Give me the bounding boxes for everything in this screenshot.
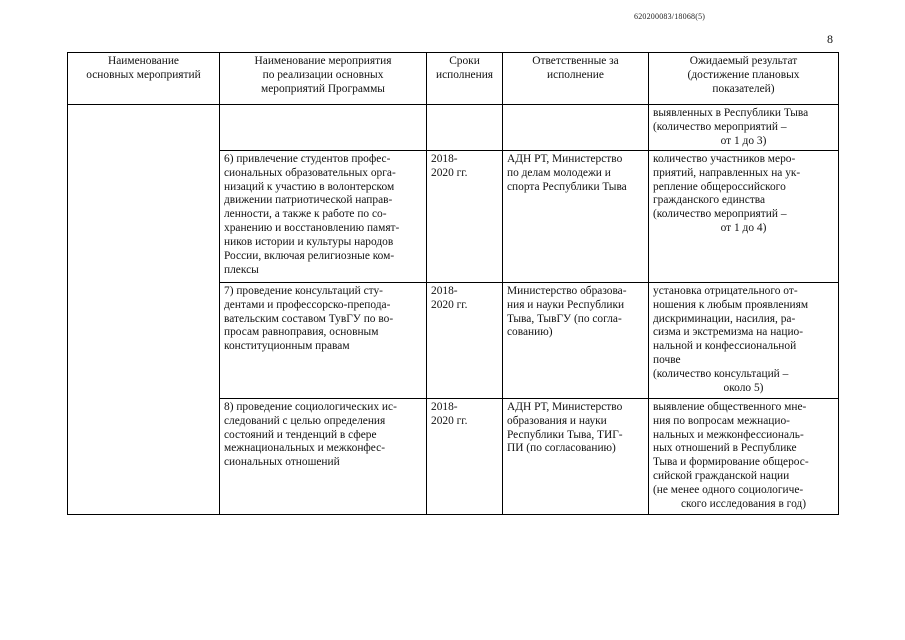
term-cell: 2018- 2020 гг. [427, 150, 503, 282]
activity-cell: 8) проведение социологических ис- следований с целью определения состояний и тенденций в сфере межнациональных и межконфес- сиональных отношений [220, 398, 427, 514]
term-cell [427, 105, 503, 151]
result-cell [649, 282, 839, 398]
header-activity-name: Наименование мероприятия по реализации основных мероприятий Программы [220, 53, 427, 105]
result-tail: от 1 до 3) [720, 134, 767, 147]
table-row [68, 105, 839, 151]
responsible-cell: АДН РТ, Министерство образования и науки Республики Тыва, ТИГ- ПИ (по согласованию) [503, 398, 649, 514]
document-code: 620200083/18068(5) [634, 12, 706, 21]
header-responsible: Ответственные за исполнение [503, 53, 649, 105]
responsible-cell [503, 105, 649, 151]
table-header-row [68, 53, 839, 105]
result-tail: от 1 до 4) [720, 222, 767, 235]
header-term: Сроки исполнения [427, 53, 503, 105]
activities-table [67, 52, 839, 515]
result-cell [649, 150, 839, 282]
term-cell: 2018- 2020 гг. [427, 398, 503, 514]
activity-cell: 6) привлечение студентов профес- сиональных образовательных орга- низаций к участию в волонтерском движении патриотической направ- ленности, а также к работе по со- хранению и восстановлению памят- ников истории и культуры народов России, включая религиозные ком- плексы [220, 150, 427, 282]
responsible-cell: АДН РТ, Министерство по делам молодежи и спорта Республики Тыва [503, 150, 649, 282]
activity-cell: 7) проведение консультаций сту- дентами и профессорско-препода- вательским составом ТувГУ по во- просам равноправия, основным конституционным правам [220, 282, 427, 398]
result-text: количество участников меро- приятий, направленных на ук- репление общероссийского гражданского единства (количество мероприятий – [653, 152, 801, 221]
result-cell [649, 105, 839, 151]
activity-cell [220, 105, 427, 151]
result-text: установка отрицательного от- ношения к любым проявлениям дискриминации, насилия, ра- сизма и экстремизма на нацио- нальной и конфессиональной почве (количество консультаций – [653, 284, 809, 381]
page-number: 8 [827, 32, 833, 46]
result-text: выявленных в Республики Тыва (количество мероприятий – [653, 107, 809, 133]
result-tail: около 5) [723, 382, 764, 395]
term-cell: 2018- 2020 гг. [427, 282, 503, 398]
responsible-cell: Министерство образова- ния и науки Республики Тыва, ТывГУ (по согла- сованию) [503, 282, 649, 398]
result-tail: ского исследования в год) [680, 498, 807, 511]
result-text: выявление общественного мне- ния по вопросам межнацио- нальных и межконфессиональ- ных отношений в Республике Тыва и формирование общерос- сийской гражданской нации (не менее одного социологиче- [653, 400, 809, 497]
main-activity-cell [68, 105, 220, 515]
result-cell [649, 398, 839, 514]
header-expected-result: Ожидаемый результат (достижение плановых показателей) [649, 53, 839, 105]
header-main-activities: Наименование основных мероприятий [68, 53, 220, 105]
